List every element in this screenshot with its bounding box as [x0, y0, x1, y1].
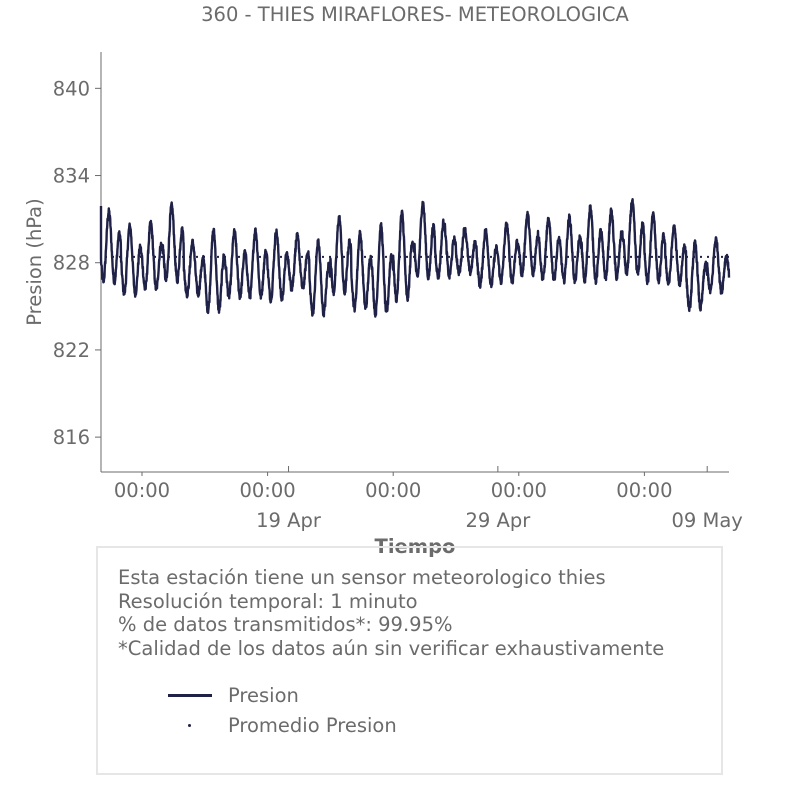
x-minor-tick-label: 00:00: [616, 479, 673, 502]
x-axis-label: Tiempo: [374, 535, 456, 558]
info-text: [118, 566, 664, 660]
x-major-tick-label: 29 Apr: [465, 509, 531, 532]
y-tick-label: 834: [52, 164, 90, 188]
info-box: [96, 546, 723, 775]
legend-dot-swatch: [168, 710, 212, 740]
info-line-resolution: Resolución temporal: 1 minuto: [118, 589, 418, 613]
y-tick-label: 840: [52, 77, 90, 101]
x-major-tick-label: 19 Apr: [256, 509, 321, 532]
y-tick-label: 828: [52, 251, 90, 275]
y-tick-label: 822: [52, 338, 90, 362]
x-major-tick-label: 09 May: [671, 509, 743, 532]
info-line-transmitted: % de datos transmitidos*: 99.95%: [118, 613, 453, 636]
x-minor-tick-label: 00:00: [113, 479, 171, 502]
legend-item-promedio: [168, 710, 397, 740]
legend-item-presion: [168, 680, 397, 710]
info-line-sensor: Esta estación tiene un sensor meteorologico thies: [118, 566, 606, 589]
pressure-series-line: [101, 199, 729, 316]
x-minor-tick-label: 00:00: [365, 479, 422, 502]
x-minor-tick-label: 00:00: [239, 479, 296, 502]
legend: [168, 680, 397, 740]
legend-line-swatch: [168, 680, 212, 710]
legend-label-presion: Presion: [228, 683, 299, 707]
y-tick-label: 816: [52, 426, 90, 450]
legend-label-promedio: Promedio Presion: [228, 713, 397, 737]
chart-title: 360 - THIES MIRAFLORES- METEOROLOGICA: [201, 3, 629, 26]
info-line-quality: *Calidad de los datos aún sin verificar exhaustivamente: [118, 636, 665, 660]
y-axis-label: Presion (hPa): [23, 198, 46, 326]
x-minor-tick-label: 00:00: [490, 479, 547, 502]
